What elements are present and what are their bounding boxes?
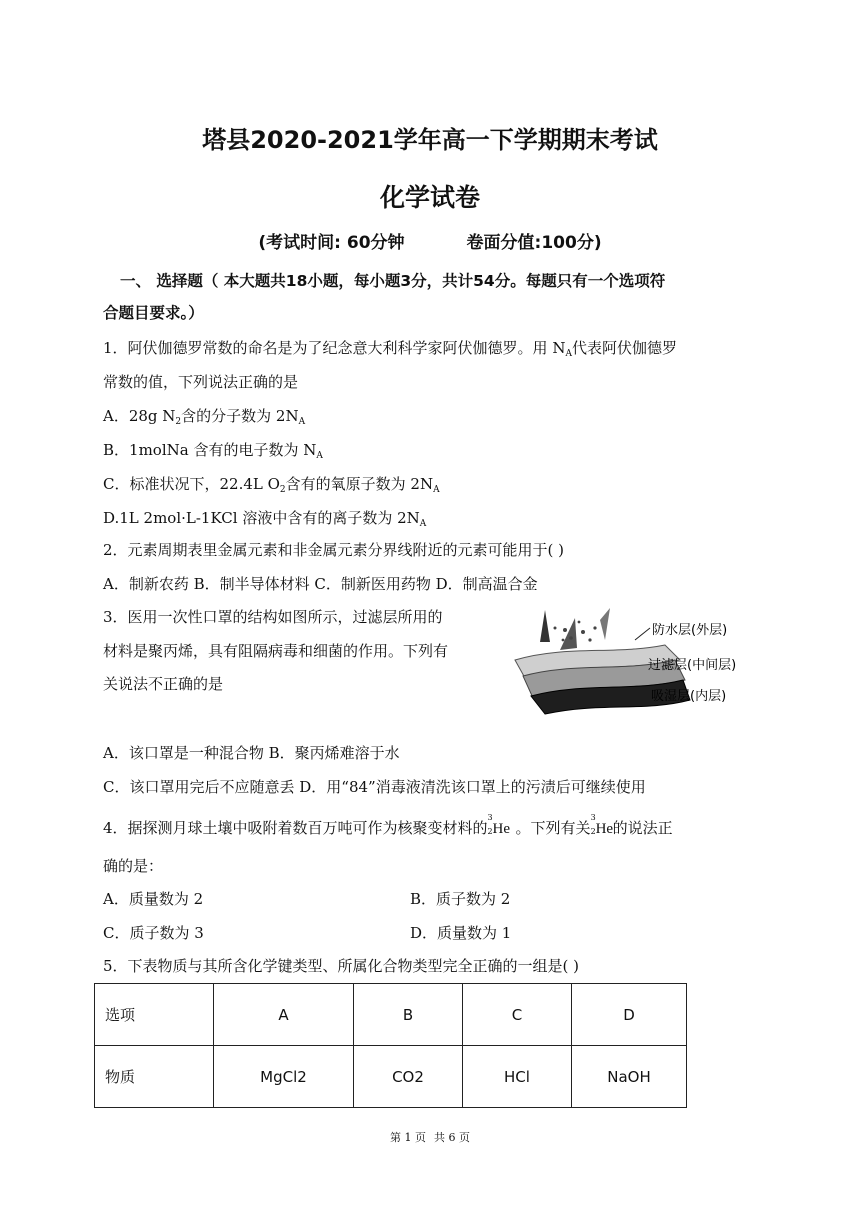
helium-3-isotope: 3 2 He [590,813,614,837]
q1-stem-line2: 常数的值，下列说法正确的是 [103,373,299,391]
arrow-up-icon [560,618,577,650]
table-cell: A [214,984,354,1046]
page-total: 共 6 页 [434,1131,470,1144]
q4-option-d: D．质量数为 1 [410,924,512,942]
q1-option-c: C．标准状况下，22.4L $O_2$含有的氧原子数为 $2N_A$ [103,475,440,495]
leader-line [635,628,650,640]
table-cell: D [572,984,687,1046]
q4-stem-line1: 4．据探测月球土壤中吸附着数百万吨可作为核聚变材料的 3 2 He 。下列有关 3 2 He的说法正 [103,813,673,837]
section-heading-line2: 合题目要求。） [103,304,204,322]
q3-options-ab: A．该口罩是一种混合物 B．聚丙烯难溶于水 [103,744,400,762]
q4-stem-line2: 确的是： [103,857,164,875]
q1-option-d: D.1L 2mol·L-1KCl 溶液中含有的离子数为 $2N_A$ [103,509,427,529]
table-cell: 选项 [95,984,214,1046]
subject-title: 化学试卷 [379,183,480,212]
q4-option-a: A．质量数为 2 [103,890,204,908]
table-cell: NaOH [572,1046,687,1108]
exam-info [0,228,860,253]
table-cell: B [354,984,463,1046]
q4-option-c: C．质子数为 3 [103,924,204,942]
exam-score: 卷面分值:100分) [466,233,602,253]
page-number: 第 1 页 [390,1131,426,1144]
q1-stem-line1: 1．阿伏伽德罗常数的命名是为了纪念意大利科学家阿伏伽德罗。用 $N_A$代表阿伏伽德罗 [103,339,677,359]
section-heading-line1: 一、 选择题（ 本大题共18小题，每小题3分，共计54分。每题只有一个选项符 [120,272,666,290]
page-footer [0,1129,860,1145]
q2-stem: 2．元素周期表里金属元素和非金属元素分界线附近的元素可能用于( ) [103,541,565,559]
table-cell: HCl [463,1046,572,1108]
table-cell: 物质 [95,1046,214,1108]
q3-options-cd: C．该口罩用完后不应随意丢 D．用“84”消毒液清洗该口罩上的污渍后可继续使用 [103,778,646,796]
q1-option-a: A．28g $N_2$含的分子数为 $2N_A$ [103,407,306,427]
exam-time: (考试时间: 60分钟 [258,233,405,253]
q5-stem: 5．下表物质与其所含化学键类型、所属化合物类型完全正确的一组是( ) [103,957,580,975]
table-cell: C [463,984,572,1046]
exam-title: 塔县2020-2021学年高一下学期期末考试 [202,126,658,154]
q3-stem-line2: 材料是聚丙烯，具有阻隔病毒和细菌的作用。下列有 [103,642,449,660]
table-row [95,984,687,1046]
mask-structure-figure [505,600,765,715]
helium-3-isotope: 3 2 He [487,813,511,837]
q5-table [94,983,687,1108]
q3-stem-line3: 关说法不正确的是 [103,675,224,693]
q1-option-b: B．1molNa 含有的电子数为 $N_A$ [103,441,323,461]
table-cell: MgCl2 [214,1046,354,1108]
label-filter-layer: 过滤层(中间层) [648,658,737,673]
arrow-up-icon [540,610,550,642]
q2-options: A．制新农药 B．制半导体材料 C．制新医用药物 D．制高温合金 [103,575,538,593]
q4-option-b: B．质子数为 2 [410,890,511,908]
label-outer-layer: 防水层(外层) [652,623,728,638]
arrow-icon [600,608,610,640]
q3-stem-line1: 3．医用一次性口罩的结构如图所示，过滤层所用的 [103,608,443,626]
table-row [95,1046,687,1108]
label-inner-layer: 吸湿层(内层) [651,689,727,704]
table-cell: CO2 [354,1046,463,1108]
